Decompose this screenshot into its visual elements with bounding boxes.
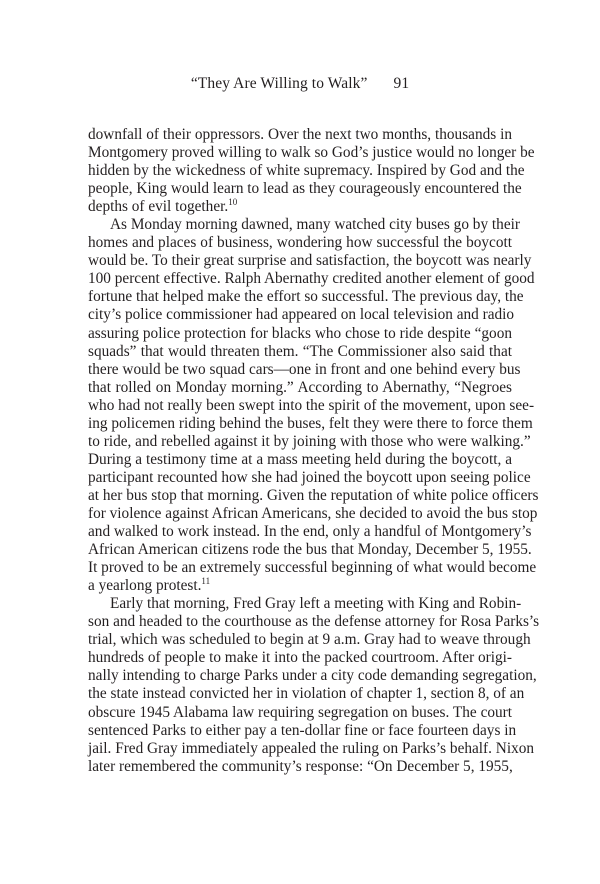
- text-line: fortune that helped make the effort so successful. The previous day, the: [88, 288, 524, 306]
- endnote-marker: 10: [228, 197, 238, 208]
- text-line: at her bus stop that morning. Given the reputation of white police officers: [88, 486, 539, 504]
- text-line: hidden by the wickedness of white supremacy. Inspired by God and the: [88, 162, 525, 180]
- text-line: It proved to be an extremely successful beginning of what would become: [88, 559, 537, 577]
- text-line: squads” that would threaten them. “The Commissioner also said that: [88, 342, 512, 360]
- text-line: that rolled on Monday morning.” According to Abernathy, “Negroes: [88, 378, 512, 396]
- text-line: Montgomery proved willing to walk so God’s justice would no longer be: [88, 144, 535, 162]
- endnote-marker: 11: [201, 576, 211, 587]
- page-number: 91: [393, 75, 410, 92]
- text-line: who had not really been swept into the spirit of the movement, upon see-: [88, 396, 535, 414]
- text-line: son and headed to the courthouse as the defense attorney for Rosa Parks’s: [88, 613, 540, 631]
- text-line: nally intending to charge Parks under a city code demanding segregation,: [88, 667, 537, 685]
- text-line: During a testimony time at a mass meeting held during the boycott, a: [88, 450, 512, 468]
- text-line: homes and places of business, wondering how successful the boycott: [88, 234, 512, 252]
- text-line: depths of evil together.: [88, 198, 229, 216]
- paragraph-2: [88, 216, 539, 595]
- text-line: African American citizens rode the bus that Monday, December 5, 1955.: [88, 541, 532, 559]
- text-line: As Monday morning dawned, many watched city buses go by their: [110, 216, 520, 234]
- text-line: sentenced Parks to either pay a ten-dollar fine or face fourteen days in: [88, 721, 517, 739]
- text-line: to ride, and rebelled against it by joining with those who were walking.”: [88, 432, 531, 450]
- text-line: would be. To their great surprise and satisfaction, the boycott was nearly: [88, 252, 532, 270]
- text-line: Early that morning, Fred Gray left a meeting with King and Robin-: [110, 595, 522, 613]
- text-line: for violence against African Americans, she decided to avoid the bus stop: [88, 504, 538, 522]
- text-line: there would be two squad cars—one in front and one behind every bus: [88, 360, 521, 378]
- text-line-with-note: [88, 198, 512, 216]
- paragraph-1: [88, 126, 535, 216]
- paragraph-3: [88, 595, 540, 775]
- text-line: assuring police protection for blacks who chose to ride despite “goon: [88, 324, 512, 342]
- running-head-title: “They Are Willing to Walk”: [190, 75, 368, 92]
- text-line: hundreds of people to make it into the packed courtroom. After origi-: [88, 649, 512, 667]
- running-head: [0, 74, 600, 94]
- text-line: ing policemen riding behind the buses, felt they were there to force them: [88, 414, 533, 432]
- text-line: city’s police commissioner had appeared on local television and radio: [88, 306, 515, 324]
- text-line: obscure 1945 Alabama law requiring segregation on buses. The court: [88, 703, 512, 721]
- body-text: [88, 126, 540, 776]
- text-line: downfall of their oppressors. Over the next two months, thousands in: [88, 126, 512, 143]
- text-line: later remembered the community’s response: “On December 5, 1955,: [88, 757, 513, 775]
- text-line: the state instead convicted her in violation of chapter 1, section 8, of an: [88, 685, 525, 703]
- text-line: a yearlong protest.: [88, 577, 202, 595]
- text-line-with-note: [88, 577, 512, 595]
- text-line: trial, which was scheduled to begin at 9 a.m. Gray had to weave through: [88, 631, 531, 649]
- text-line: participant recounted how she had joined the boycott upon seeing police: [88, 468, 531, 486]
- text-line: and walked to work instead. In the end, only a handful of Montgomery’s: [88, 523, 532, 541]
- text-line: people, King would learn to lead as they courageously encountered the: [88, 180, 522, 198]
- text-line: jail. Fred Gray immediately appealed the ruling on Parks’s behalf. Nixon: [88, 739, 535, 757]
- text-line: 100 percent effective. Ralph Abernathy credited another element of good: [88, 270, 535, 288]
